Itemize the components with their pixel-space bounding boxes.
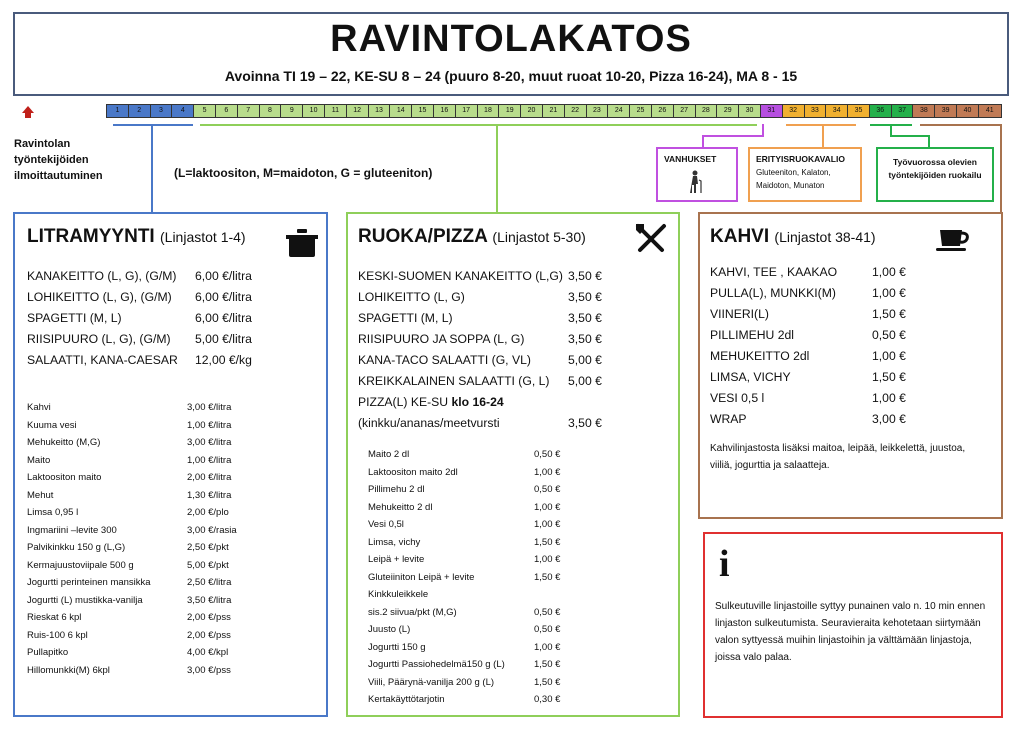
litra-small-item-name: Hillomunkki(M) 6kpl — [27, 664, 110, 676]
vanhukset-box — [656, 147, 738, 202]
litra-small-item-price: 3,00 €/rasia — [187, 524, 237, 536]
info-panel — [703, 532, 1003, 718]
litra-item-price: 6,00 €/litra — [195, 311, 252, 325]
ruoka-small-item-name: Limsa, vichy — [368, 536, 421, 548]
litra-item-price: 6,00 €/litra — [195, 290, 252, 304]
kahvi-row — [710, 283, 991, 304]
litra-item-price: 5,00 €/litra — [195, 332, 252, 346]
pizza-row-2 — [358, 413, 668, 434]
litra-small-row — [27, 417, 314, 435]
kahvi-item-name: PILLIMEHU 2dl — [710, 328, 794, 342]
litra-small-item-price: 2,00 €/plo — [187, 507, 229, 518]
ruoka-small-item-name: sis.2 siivua/pkt (M,G) — [368, 606, 457, 618]
ruoka-small-item-price: 1,00 € — [534, 466, 561, 478]
kahvi-item-price: 1,50 € — [872, 370, 906, 384]
bracket-litra — [113, 124, 193, 126]
ruoka-row — [358, 266, 668, 287]
ruoka-row — [358, 371, 668, 392]
ruoka-small-row — [368, 656, 668, 674]
pizza-hours: klo 16-24 — [451, 395, 504, 409]
litra-small-row — [27, 539, 314, 557]
bracket-kahvi — [920, 124, 1002, 126]
line-number-29: 29 — [717, 105, 739, 117]
ruoka-small-item-name: Jogurtti 150 g — [368, 641, 426, 653]
ruoka-small-item-price: 0,50 € — [534, 484, 561, 495]
page-title: RAVINTOLAKATOS — [330, 18, 692, 60]
line-number-3: 3 — [151, 105, 173, 117]
litra-small-item-price: 3,00 €/litra — [187, 437, 232, 448]
litra-small-row — [27, 592, 314, 610]
stem-tyovuoro-c — [928, 135, 930, 147]
ruoka-item-name: KANA-TACO SALAATTI (G, VL) — [358, 353, 531, 367]
ruoka-small-item-price: 0,50 € — [534, 624, 561, 635]
litra-subtitle: (Linjastot 1-4) — [160, 229, 246, 245]
ruoka-small-row — [368, 569, 668, 587]
ruoka-small-item-name: Leipä + levite — [368, 554, 425, 565]
litra-small-item-name: Mehut — [27, 489, 54, 501]
line-number-34: 34 — [826, 105, 848, 117]
litra-small-item-price: 5,00 €/pkt — [187, 559, 229, 571]
kahvi-item-name: LIMSA, VICHY — [710, 370, 791, 384]
litra-item-name: RIISIPUURO (L, G), (G/M) — [27, 332, 171, 346]
line-number-17: 17 — [456, 105, 478, 117]
litra-small-item-name: Kahvi — [27, 402, 51, 413]
ruoka-item-name: RIISIPUURO JA SOPPA (L, G) — [358, 332, 525, 346]
line-number-37: 37 — [892, 105, 914, 117]
kahvi-item-price: 0,50 € — [872, 328, 906, 342]
line-number-39: 39 — [935, 105, 957, 117]
opening-hours: Avoinna TI 19 – 22, KE-SU 8 – 24 (puuro 8-20, muut ruoat 10-20, Pizza 16-24), MA 8 - 15 — [224, 68, 798, 84]
ruoka-small-row — [368, 481, 668, 499]
ruoka-small-row — [368, 516, 668, 534]
line-number-8: 8 — [260, 105, 282, 117]
pizza-row — [358, 392, 608, 413]
litra-small-item-price: 2,50 €/litra — [187, 577, 232, 588]
line-number-4: 4 — [172, 105, 194, 117]
ruoka-small-row — [368, 499, 668, 517]
ruoka-small-row — [368, 586, 668, 604]
line-number-40: 40 — [957, 105, 979, 117]
litra-small-item-name: Jogurtti (L) mustikka-vanilja — [27, 594, 143, 606]
ruoka-small-item-price: 1,50 € — [534, 659, 561, 670]
ruoka-small-item-name: Mehukeitto 2 dl — [368, 501, 433, 513]
litra-small-item-name: Kuuma vesi — [27, 419, 77, 431]
litra-small-item-name: Mehukeitto (M,G) — [27, 437, 101, 448]
ruoka-small-row — [368, 446, 668, 464]
litra-row — [27, 329, 314, 350]
line-number-18: 18 — [478, 105, 500, 117]
litra-small-row — [27, 557, 314, 575]
stem-kahvi — [1000, 125, 1002, 213]
pizza-line-a: PIZZA(L) KE-SU — [358, 395, 452, 409]
line-number-16: 16 — [434, 105, 456, 117]
line-number-30: 30 — [739, 105, 761, 117]
stem-ruoka — [496, 125, 498, 213]
line-number-41: 41 — [979, 105, 1001, 117]
ruoka-small-row — [368, 621, 668, 639]
litra-item-name: SALAATTI, KANA-CAESAR — [27, 353, 178, 367]
line-number-25: 25 — [630, 105, 652, 117]
litra-small-row — [27, 399, 314, 417]
ruoka-item-name: KESKI-SUOMEN KANAKEITTO (L,G) — [358, 269, 563, 283]
litra-small-item-price: 3,00 €/litra — [187, 402, 232, 413]
line-number-11: 11 — [325, 105, 347, 117]
cooking-pot-icon — [285, 226, 319, 258]
ruoka-small-item-price: 1,00 € — [534, 554, 561, 565]
erityis-line-2: Maidoton, Munaton — [756, 181, 825, 190]
stem-vanhukset-b — [702, 135, 764, 137]
ruoka-item-price: 3,50 € — [568, 290, 602, 304]
ruoka-small-item-name: Vesi 0,5l — [368, 519, 404, 530]
line-number-12: 12 — [347, 105, 369, 117]
kahvi-row — [710, 262, 991, 283]
litra-small-row — [27, 662, 314, 680]
ruoka-row — [358, 329, 668, 350]
litra-small-item-price: 2,00 €/litra — [187, 472, 232, 483]
line-number-bar — [106, 104, 1002, 118]
ruoka-item-name: KREIKKALAINEN SALAATTI (G, L) — [358, 374, 550, 388]
stem-litra — [151, 125, 153, 213]
ruoka-small-item-price: 1,50 € — [534, 676, 561, 688]
ruoka-small-item-price: 0,50 € — [534, 449, 561, 460]
ruoka-small-row — [368, 551, 668, 569]
kahvi-row — [710, 304, 991, 325]
line-number-1: 1 — [107, 105, 129, 117]
litra-small-item-price: 2,00 €/pss — [187, 612, 231, 623]
kahvi-row — [710, 346, 991, 367]
info-icon: i — [719, 543, 730, 585]
ruoka-small-item-name: Gluteiiniton Leipä + levite — [368, 571, 475, 583]
litra-small-row — [27, 522, 314, 540]
stem-tyovuoro-b — [890, 124, 892, 136]
litra-small-row — [27, 469, 314, 487]
ruoka-item-price: 3,50 € — [568, 269, 602, 283]
erityis-box — [748, 147, 862, 202]
coffee-cup-icon — [936, 226, 972, 254]
ruoka-subtitle: (Linjastot 5-30) — [492, 229, 586, 245]
line-number-14: 14 — [390, 105, 412, 117]
ruoka-small-item-price: 1,00 € — [534, 641, 561, 653]
kahvi-panel — [698, 212, 1003, 519]
ruoka-small-item-name: Kertakäyttötarjotin — [368, 694, 445, 705]
stem-vanhukset-c — [702, 135, 704, 147]
line-number-22: 22 — [565, 105, 587, 117]
litra-row — [27, 308, 314, 329]
line-number-2: 2 — [129, 105, 151, 117]
diet-legend: (L=laktoositon, M=maidoton, G = gluteeniton) — [174, 166, 433, 180]
litra-small-item-name: Ruis-100 6 kpl — [27, 629, 88, 641]
line-number-33: 33 — [805, 105, 827, 117]
ruoka-small-row — [368, 534, 668, 552]
kahvi-item-price: 1,00 € — [872, 349, 906, 363]
line-number-15: 15 — [412, 105, 434, 117]
line-number-35: 35 — [848, 105, 870, 117]
line-number-24: 24 — [608, 105, 630, 117]
bracket-erityis — [786, 124, 856, 126]
kahvi-item-price: 3,00 € — [872, 412, 906, 426]
ruoka-row — [358, 308, 668, 329]
ruoka-panel — [346, 212, 680, 717]
registration-label: Ravintolan työntekijöiden ilmoittautuminen — [14, 138, 103, 182]
line-number-32: 32 — [783, 105, 805, 117]
kahvi-item-name: VESI 0,5 l — [710, 391, 765, 405]
line-number-13: 13 — [369, 105, 391, 117]
litra-small-item-name: Palvikinkku 150 g (L,G) — [27, 542, 126, 553]
kahvi-note: Kahvilinjastosta lisäksi maitoa, leipää, leikkelettä, juustoa, viiliä, jogurttia ja salaatteja. — [710, 443, 966, 471]
ruoka-small-item-price: 1,50 € — [534, 536, 561, 548]
ruoka-small-item-name: Viili, Päärynä-vanilja 200 g (L) — [368, 676, 495, 688]
ruoka-item-name: SPAGETTI (M, L) — [358, 311, 453, 325]
ruoka-small-row — [368, 674, 668, 692]
ruoka-item-price: 3,50 € — [568, 332, 602, 346]
info-text: Sulkeutuville linjastoille syttyy punainen valo n. 10 min ennen linjaston sulkeutumista. Seuravieraita kehotetaan siirtymään valon syttyessä muihin linjastoihin ja välttämään linjastoja, joissa valo palaa. — [715, 601, 986, 663]
kahvi-item-price: 1,50 € — [872, 307, 906, 321]
ruoka-heading — [358, 226, 668, 248]
litra-small-item-name: Laktoositon maito — [27, 472, 102, 483]
litra-heading — [27, 226, 314, 248]
litra-small-row — [27, 644, 314, 662]
ruoka-small-item-price: 0,30 € — [534, 694, 561, 705]
line-number-19: 19 — [499, 105, 521, 117]
litra-row — [27, 266, 314, 287]
ruoka-item-price: 3,50 € — [568, 311, 602, 325]
litra-small-item-name: Pullapitko — [27, 647, 69, 658]
litramyynti-panel — [13, 212, 328, 717]
litra-row — [27, 350, 314, 371]
erityis-line-1: Gluteeniton, Kalaton, — [756, 168, 831, 177]
litra-small-item-price: 3,50 €/litra — [187, 594, 232, 606]
ruoka-small-item-price: 0,50 € — [534, 606, 561, 618]
line-number-9: 9 — [281, 105, 303, 117]
ruoka-item-price: 5,00 € — [568, 353, 602, 367]
kahvi-item-name: KAHVI, TEE , KAAKAO — [710, 265, 838, 279]
ruoka-small-row — [368, 604, 668, 622]
litra-small-item-price: 1,30 €/litra — [187, 489, 232, 501]
line-number-10: 10 — [303, 105, 325, 117]
kahvi-row — [710, 325, 991, 346]
kahvi-row — [710, 409, 991, 430]
litra-item-name: KANAKEITTO (L, G), (G/M) — [27, 269, 177, 283]
litra-title: LITRAMYYNTI — [27, 226, 155, 247]
ruoka-small-item-price: 1,50 € — [534, 571, 561, 583]
kahvi-subtitle: (Linjastot 38-41) — [774, 229, 876, 245]
litra-item-price: 6,00 €/litra — [195, 269, 252, 283]
vanhukset-label: VANHUKSET — [664, 154, 717, 164]
litra-row — [27, 287, 314, 308]
litra-small-item-price: 2,00 €/pss — [187, 629, 231, 641]
ruoka-small-item-price: 1,00 € — [534, 519, 561, 530]
litra-small-row — [27, 434, 314, 452]
litra-small-row — [27, 627, 314, 645]
tyovuoro-label: Työvuorossa olevien työntekijöiden ruokailu — [888, 157, 982, 180]
line-number-36: 36 — [870, 105, 892, 117]
fork-knife-icon — [634, 222, 668, 256]
ruoka-small-item-name: Pillimehu 2 dl — [368, 484, 425, 495]
ruoka-small-item-name: Laktoositon maito 2dl — [368, 466, 458, 478]
litra-small-item-price: 1,00 €/litra — [187, 454, 232, 466]
erityis-title: ERITYISRUOKAVALIO — [756, 154, 845, 164]
line-number-31: 31 — [761, 105, 783, 117]
stem-tyovuoro-a — [890, 135, 930, 137]
ruoka-small-row — [368, 691, 668, 709]
line-number-27: 27 — [674, 105, 696, 117]
kahvi-item-price: 1,00 € — [872, 265, 906, 279]
litra-small-row — [27, 452, 314, 470]
ruoka-small-row — [368, 639, 668, 657]
ruoka-small-item-name: Kinkkuleikkele — [368, 589, 429, 600]
kahvi-row — [710, 367, 991, 388]
line-number-6: 6 — [216, 105, 238, 117]
litra-small-row — [27, 574, 314, 592]
ruoka-small-item-name: Juusto (L) — [368, 624, 411, 635]
litra-small-item-price: 4,00 €/kpl — [187, 647, 229, 658]
pizza-line-c: (kinkku/ananas/meetvursti — [358, 416, 500, 430]
litra-small-item-name: Kermajuustoviipale 500 g — [27, 559, 134, 571]
litra-small-item-name: Rieskat 6 kpl — [27, 612, 82, 623]
header-box — [13, 12, 1009, 96]
litra-small-item-name: Limsa 0,95 l — [27, 507, 79, 518]
ruoka-small-row — [368, 464, 668, 482]
litra-item-name: LOHIKEITTO (L, G), (G/M) — [27, 290, 172, 304]
line-number-26: 26 — [652, 105, 674, 117]
kahvi-item-name: WRAP — [710, 412, 747, 426]
ruoka-item-name: LOHIKEITTO (L, G) — [358, 290, 465, 304]
elderly-person-icon — [686, 170, 706, 194]
ruoka-small-item-price: 1,00 € — [534, 501, 561, 513]
kahvi-item-price: 1,00 € — [872, 286, 906, 300]
litra-small-row — [27, 504, 314, 522]
tyovuoro-box — [876, 147, 994, 202]
ruoka-small-item-name: Maito 2 dl — [368, 449, 410, 460]
ruoka-title: RUOKA/PIZZA — [358, 226, 488, 247]
pizza-price: 3,50 € — [568, 416, 602, 430]
kahvi-item-price: 1,00 € — [872, 391, 906, 405]
line-number-21: 21 — [543, 105, 565, 117]
ruoka-small-item-name: Jogurtti Passiohedelmä150 g (L) — [368, 659, 505, 670]
kahvi-row — [710, 388, 991, 409]
litra-small-item-name: Jogurtti perinteinen mansikka — [27, 577, 151, 588]
litra-small-item-name: Maito — [27, 454, 51, 466]
line-number-23: 23 — [587, 105, 609, 117]
line-number-5: 5 — [194, 105, 216, 117]
litra-small-row — [27, 609, 314, 627]
litra-small-item-price: 3,00 €/pss — [187, 664, 231, 676]
ruoka-row — [358, 350, 668, 371]
litra-small-item-name: Ingmariini –levite 300 — [27, 524, 117, 536]
litra-item-name: SPAGETTI (M, L) — [27, 311, 122, 325]
kahvi-item-name: VIINERI(L) — [710, 307, 769, 321]
kahvi-item-name: MEHUKEITTO 2dl — [710, 349, 810, 363]
litra-item-price: 12,00 €/kg — [195, 353, 252, 367]
line-number-38: 38 — [913, 105, 935, 117]
line-number-28: 28 — [696, 105, 718, 117]
litra-small-item-price: 2,50 €/pkt — [187, 542, 229, 553]
ruoka-row — [358, 287, 668, 308]
line-number-20: 20 — [521, 105, 543, 117]
stem-erityis — [822, 125, 824, 147]
kahvi-title: KAHVI — [710, 226, 770, 247]
bracket-ruoka — [200, 124, 757, 126]
litra-small-item-price: 1,00 €/litra — [187, 419, 232, 431]
line-number-7: 7 — [238, 105, 260, 117]
ruoka-item-price: 5,00 € — [568, 374, 602, 388]
arrow-stem — [25, 112, 31, 118]
litra-small-row — [27, 487, 314, 505]
kahvi-item-name: PULLA(L), MUNKKI(M) — [710, 286, 836, 300]
